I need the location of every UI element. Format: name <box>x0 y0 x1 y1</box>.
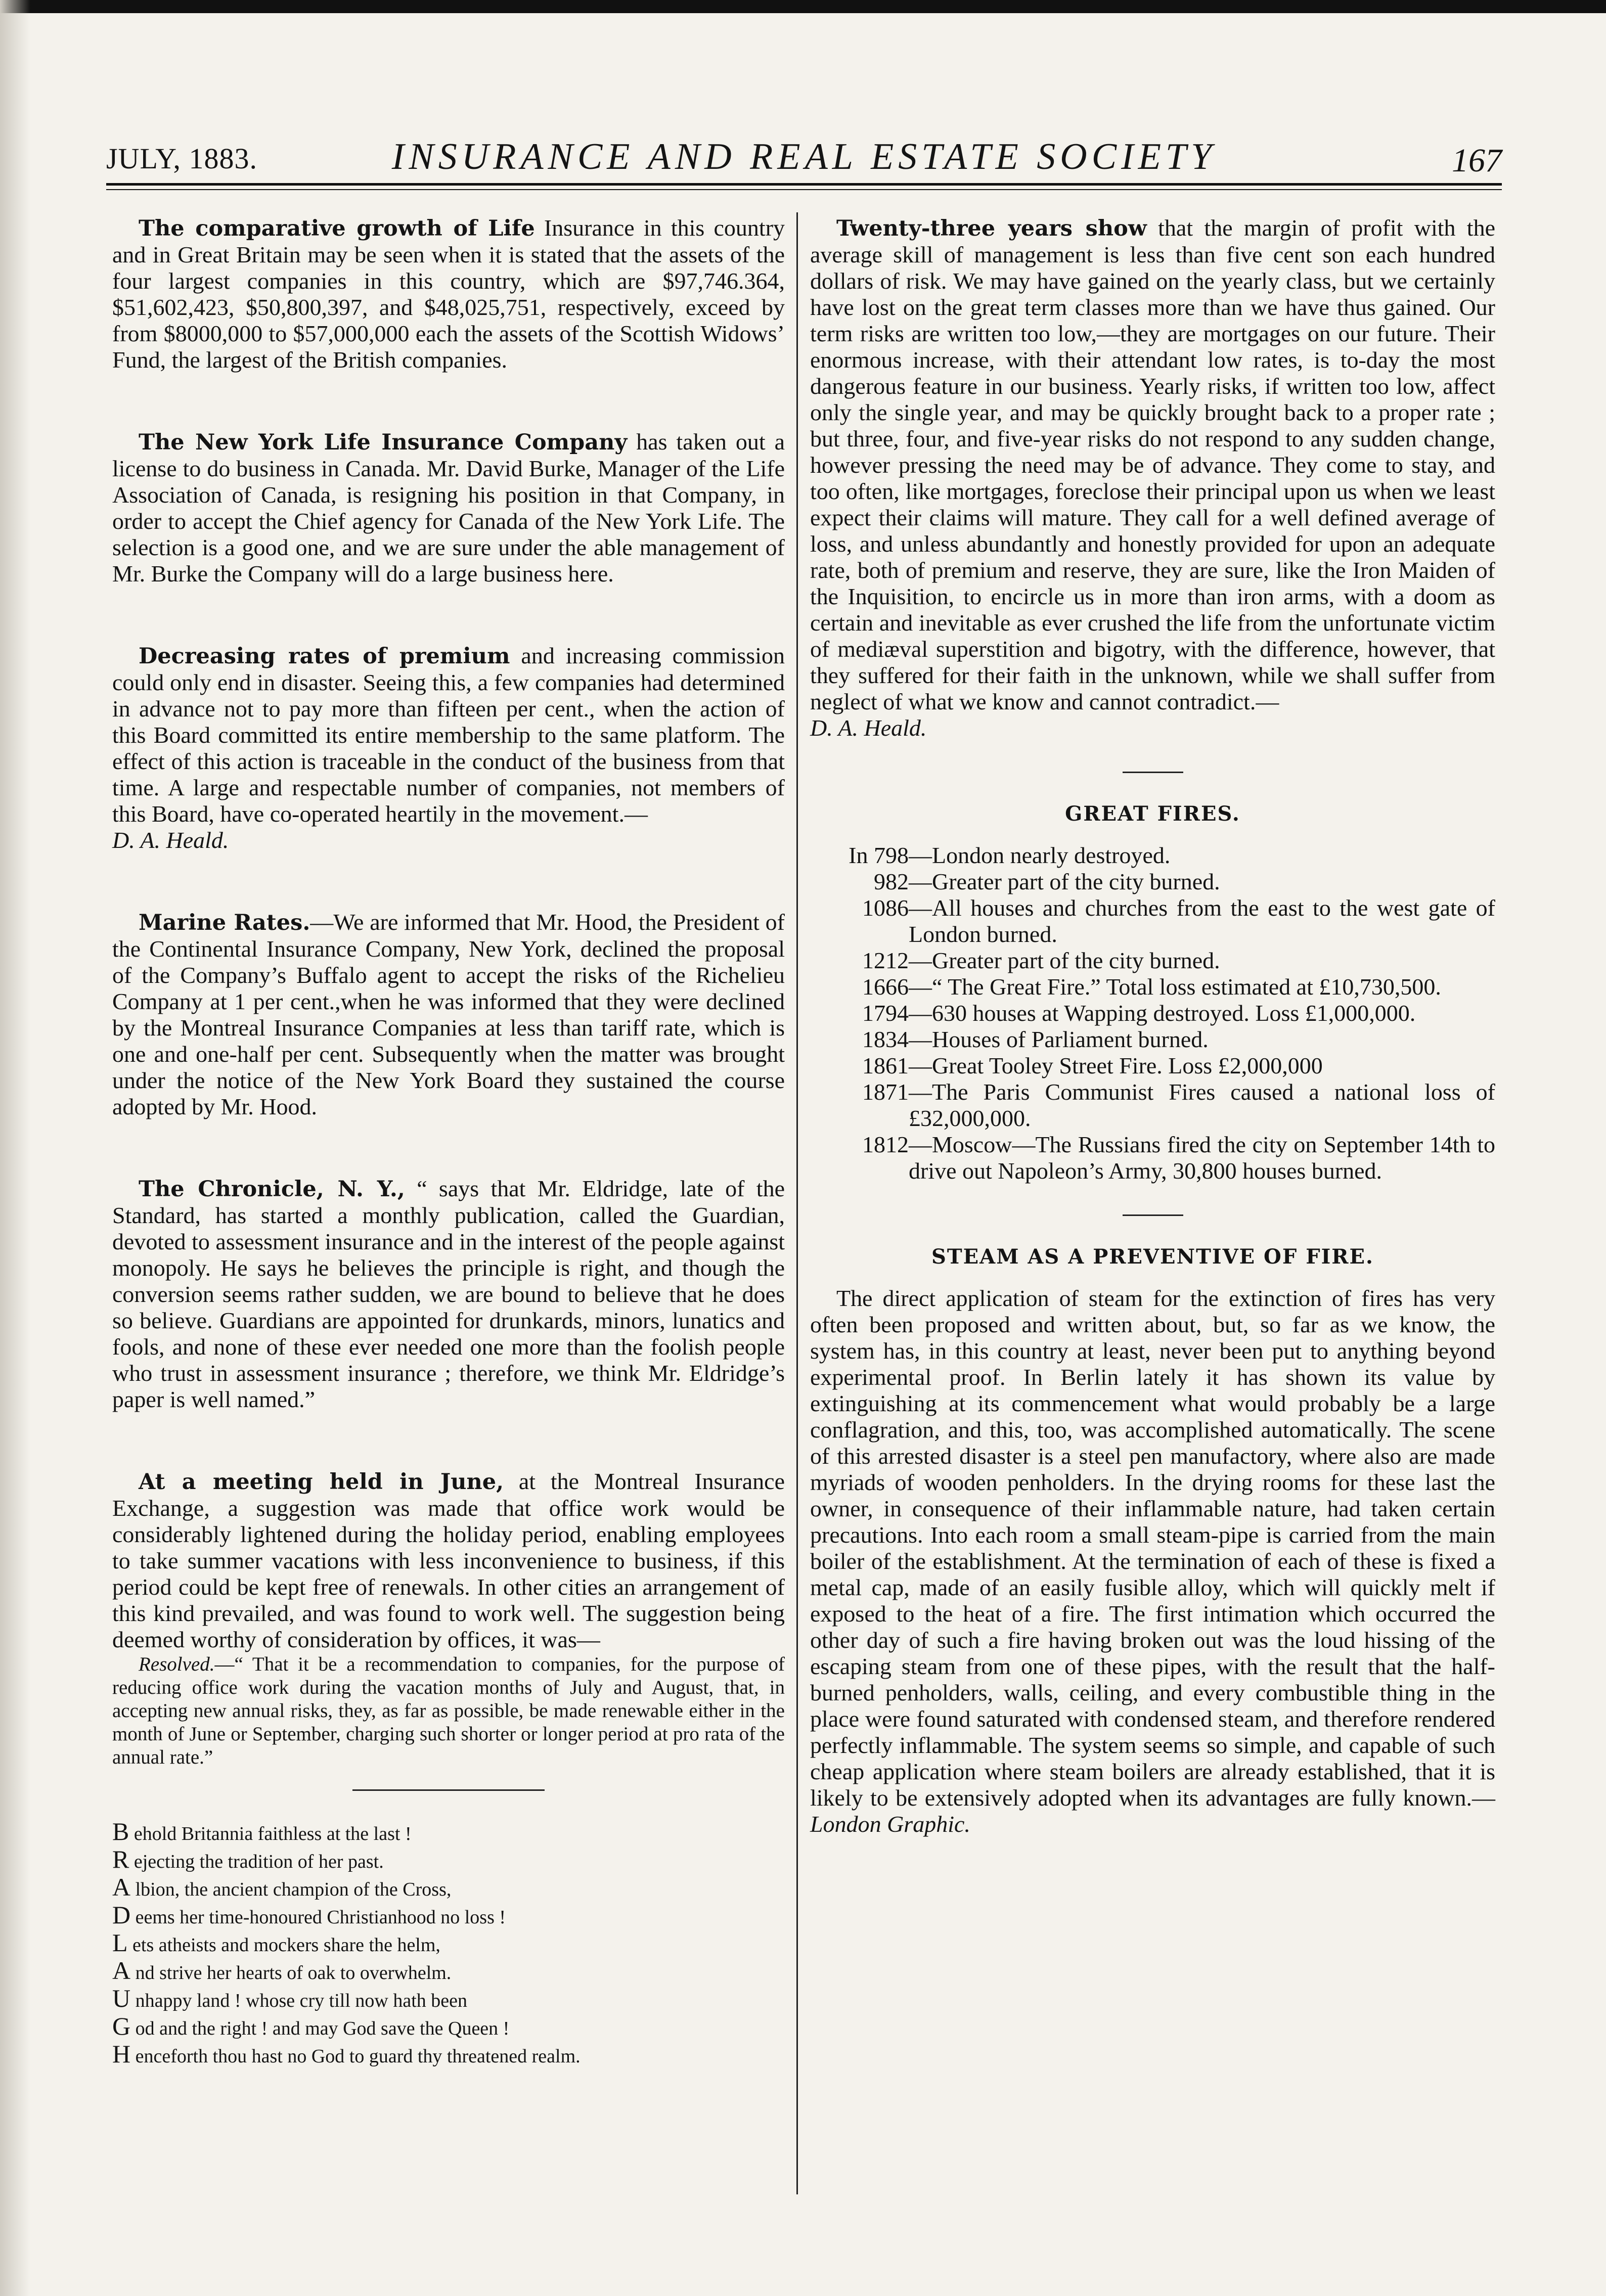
article-paragraph <box>112 1468 785 1653</box>
resolution-label: Resolved. <box>139 1653 215 1675</box>
fire-year: 1794 <box>862 1000 909 1026</box>
fire-entry <box>810 948 1495 974</box>
poem-line <box>112 1874 785 1902</box>
fire-entry <box>810 1079 1495 1132</box>
article-body: —We are informed that Mr. Hood, the President of the Continental Insurance Company, New York, declined the proposal of the Company’s Buffalo agent to accept the risks of the Richelieu Company at 1 per cent.,when he was informed that they were declined by the Montreal Insurance Companies at less than tariff rate, which is one and one-half per cent. Subsequently when the matter was brought under the notice of the New York Board they sustained the course adopted by Mr. Hood. <box>112 909 785 1119</box>
poem-line <box>112 1930 785 1958</box>
poem-text: enceforth thou hast no God to guard thy threatened realm. <box>135 2046 581 2067</box>
poem-line <box>112 1902 785 1930</box>
article-lead: The Chronicle, N. Y., <box>139 1177 405 1202</box>
resolution-text <box>112 1653 785 1769</box>
fire-year: 1861 <box>862 1053 909 1078</box>
poem-initial: G <box>112 2012 131 2040</box>
poem-text: ehold Britannia faithless at the last ! <box>133 1823 412 1844</box>
article-lead: The comparative growth of Life <box>139 216 535 241</box>
section-separator <box>1123 1214 1183 1216</box>
article-lead: Marine Rates. <box>139 910 310 935</box>
header-rule-thin <box>106 189 1502 190</box>
article-body: Insurance in this country and in Great Britain may be seen when it is stated that the assets of the four largest companies in this country, which are $97,746.364, $51,602,423, $50,800,397, and $48,025,751, respectively, exceed by from $8000,000 to $57,000,000 each the assets of the Scottish Widows’ Fund, the largest of the British companies. <box>112 215 785 373</box>
article-new-york-life <box>112 429 785 587</box>
poem-text: lbion, the ancient champion of the Cross, <box>135 1879 452 1900</box>
resolution-body: —“ That it be a recommendation to companies, for the purpose of reducing office work during the vacation months of July and August, that, in accepting new annual risks, they, as far as possible, be made renewable either in the month of June or September, charging such shorter or longer period at pro rata of the annual rate.” <box>112 1653 785 1768</box>
article-paragraph <box>112 643 785 827</box>
article-body: that the margin of profit with the average skill of management is less than five cent son each hundred dollars of risk. We may have gained on the yearly class, but we certainly have lost on the great term classes more than we have thus gained. Our term risks are written too low,—they are mortgages on our future. Their enormous increase, with their attendant low rates, is to-day the most dangerous feature in our business. Yearly risks, if written too low, affect only the single year, and may be quickly brought back to a proper rate ; but three, four, and five-year risks do not respond to any sudden change, however pressing the need may be of advance. They come to stay, and too often, like mortgages, foreclose their principal upon us when we least expect their claims will mature. They call for a well defined average of loss, and unless abundantly and honestly provided for upon an adequate rate, both of premium and reserve, they are sure, like the Iron Maiden of the Inquisition, to encircle us in more than iron arms, with a doom as certain and inevitable as ever crushed the life from the unfortunate victim of mediæval superstition and bigotry, with the difference, however, that they suffered for their faith in the unknown, while we shall suffer from neglect of what we know and cannot contradict.— <box>810 215 1495 714</box>
poem-text: ets atheists and mockers share the helm, <box>132 1934 440 1956</box>
fire-description: —Moscow—The Russians fired the city on September 14th to drive out Napoleon’s Army, 30,800 houses burned. <box>909 1132 1495 1184</box>
article-twenty-three-years <box>810 215 1495 741</box>
great-fires-list <box>810 842 1495 1184</box>
article-paragraph <box>112 909 785 1120</box>
poem-initial: D <box>112 1901 131 1929</box>
fire-year: 1812 <box>862 1132 909 1157</box>
fire-description: —“ The Great Fire.” Total loss estimated at £10,730,500. <box>909 974 1441 1000</box>
section-separator <box>1123 772 1183 773</box>
fire-year: In 798 <box>849 842 909 868</box>
fire-description: —All houses and churches from the east to the west gate of London burned. <box>909 895 1495 947</box>
article-marine-rates <box>112 909 785 1120</box>
fire-year: 1086 <box>862 895 909 921</box>
poem-text: nd strive her hearts of oak to overwhelm. <box>135 1962 452 1984</box>
article-paragraph <box>112 1176 785 1413</box>
poem-text: ejecting the tradition of her past. <box>133 1851 384 1872</box>
fire-entry <box>810 842 1495 869</box>
poem-line <box>112 1819 785 1847</box>
article-paragraph <box>112 429 785 587</box>
poem-initial: U <box>112 1984 131 2012</box>
poem-text: nhappy land ! whose cry till now hath been <box>135 1990 467 2011</box>
article-lead: At a meeting held in June, <box>139 1469 504 1495</box>
fire-entry <box>810 1053 1495 1079</box>
poem-initial: L <box>112 1928 128 1957</box>
fire-entry <box>810 1000 1495 1026</box>
fire-entry <box>810 1132 1495 1184</box>
fire-year: 1212 <box>862 948 909 973</box>
article-body: at the Montreal Insurance Exchange, a suggestion was made that office work would be considerably lightened during the holiday period, enabling employees to take summer vacations with less inconvenience to business, if this period could be kept free of renewals. In other cities an arrangement of this kind prevailed, and was found to work well. The suggestion being deemed worthy of consideration by offices, it was— <box>112 1468 785 1652</box>
article-signature: D. A. Heald. <box>810 715 927 741</box>
article-signature: D. A. Heald. <box>112 827 229 853</box>
article-signature: London Graphic. <box>810 1811 970 1837</box>
fire-year: 982 <box>874 869 909 894</box>
fire-description: —630 houses at Wapping destroyed. Loss £1,000,000. <box>909 1000 1416 1026</box>
poem-text: od and the right ! and may God save the Queen ! <box>135 2018 510 2039</box>
article-paragraph <box>810 215 1495 715</box>
acrostic-poem <box>112 1819 785 2069</box>
article-decreasing-rates <box>112 643 785 853</box>
fire-description: —London nearly destroyed. <box>909 842 1171 868</box>
article-comparative-growth <box>112 215 785 373</box>
fire-description: —Great Tooley Street Fire. Loss £2,000,000 <box>909 1053 1323 1078</box>
journal-title: INSURANCE AND REAL ESTATE SOCIETY <box>391 136 1217 177</box>
poem-initial: H <box>112 2040 131 2068</box>
section-title-great-fires: GREAT FIRES. <box>1065 802 1240 826</box>
poem-line <box>112 1847 785 1874</box>
poem-text: eems her time-honoured Christianhood no loss ! <box>135 1907 506 1928</box>
right-column <box>810 215 1495 1893</box>
article-paragraph <box>112 215 785 373</box>
fire-year: 1871 <box>862 1079 909 1105</box>
article-lead: The New York Life Insurance Company <box>139 430 628 455</box>
column-divider <box>796 212 798 2194</box>
article-lead: Twenty-three years show <box>836 216 1147 241</box>
fire-description: —Greater part of the city burned. <box>909 869 1220 894</box>
article-body: “ says that Mr. Eldridge, late of the Standard, has started a monthly publication, called the Guardian, devoted to assessment insurance and in the interest of the people against monopoly. He says he believes the principle is right, and though the conversion seems rather sudden, we are bound to believe that he does so believe. Guardians are appointed for drunkards, minors, lunatics and fools, and none of these ever needed one more than the foolish people who trust in assessment insurance ; therefore, we think Mr. Eldridge’s paper is well named.” <box>112 1176 785 1412</box>
poem-initial: B <box>112 1817 129 1845</box>
fire-year: 1834 <box>862 1026 909 1052</box>
page-gutter-shadow <box>0 0 30 2296</box>
left-column <box>112 215 785 2069</box>
fire-description: —Houses of Parliament burned. <box>909 1026 1209 1052</box>
poem-line <box>112 1986 785 2013</box>
poem-initial: A <box>112 1956 131 1985</box>
article-meeting-june <box>112 1468 785 1769</box>
section-title-steam: STEAM AS A PREVENTIVE OF FIRE. <box>931 1245 1374 1269</box>
running-header <box>106 131 1502 187</box>
fire-year: 1666 <box>862 974 909 1000</box>
section-separator <box>352 1789 545 1791</box>
article-body: and increasing commission could only end in disaster. Seeing this, a few companies had determined in advance not to pay more than fifteen per cent., when the action of this Board committed its entire membership to the same platform. The effect of this action is traceable in the conduct of the business from that time. A large and respectable number of companies, not members of this Board, have co-operated heartily in the movement.— <box>112 643 785 827</box>
article-paragraph <box>810 1285 1495 1837</box>
fire-entry <box>810 974 1495 1000</box>
poem-initial: A <box>112 1873 131 1901</box>
poem-line <box>112 1958 785 1986</box>
fire-entry <box>810 869 1495 895</box>
fire-entry <box>810 1026 1495 1053</box>
poem-line <box>112 2041 785 2069</box>
poem-line <box>112 2013 785 2041</box>
article-body: The direct application of steam for the extinction of fires has very often been proposed and written about, but, so far as we know, the system has, in this country at least, never been put to anything beyond experimental proof. In Berlin lately it has shown its value by extinguishing at its commencement what would probably be a large conflagration, and this, too, was accomplished automatically. The scene of this arrested disaster is a steel pen manufactory, where also are made myriads of wooden penholders. In the drying rooms for these last the owner, in consequence of their inflammable nature, had taken certain precautions. Into each room a small steam-pipe is carried from the main boiler of the establishment. At the termination of each of these is fixed a metal cap, made of an easily fusible alloy, which will quickly melt if exposed to the heat of a fire. The first intimation which occurred the other day of such a fire having broken out was the loud hissing of the escaping steam from one of these pipes, with the result that the half-burned penholders, walls, ceiling, and every combustible thing in the place were found saturated with condensed steam, and therefore rendered perfectly inflammable. The system seems so simple, and capable of such cheap application where steam boilers are already established, that it is likely to be extensively adopted when its advantages are fully known.— <box>810 1285 1495 1811</box>
top-border <box>0 0 1606 13</box>
article-lead: Decreasing rates of premium <box>139 644 510 669</box>
fire-description: —The Paris Communist Fires caused a national loss of £32,000,000. <box>909 1079 1495 1131</box>
article-chronicle <box>112 1176 785 1413</box>
poem-initial: R <box>112 1845 129 1873</box>
page-number: 167 <box>1452 142 1502 179</box>
article-body: has taken out a license to do business in Canada. Mr. David Burke, Manager of the Life Association of Canada, is resigning his position in that Company, in order to accept the Chief agency for Canada of the New York Life. The selection is a good one, and we are sure under the able management of Mr. Burke the Company will do a large business here. <box>112 429 785 587</box>
issue-date: JULY, 1883. <box>106 142 257 175</box>
fire-description: —Greater part of the city burned. <box>909 948 1220 973</box>
header-rule <box>106 183 1502 186</box>
article-steam-preventive <box>810 1285 1495 1837</box>
fire-entry <box>810 895 1495 948</box>
